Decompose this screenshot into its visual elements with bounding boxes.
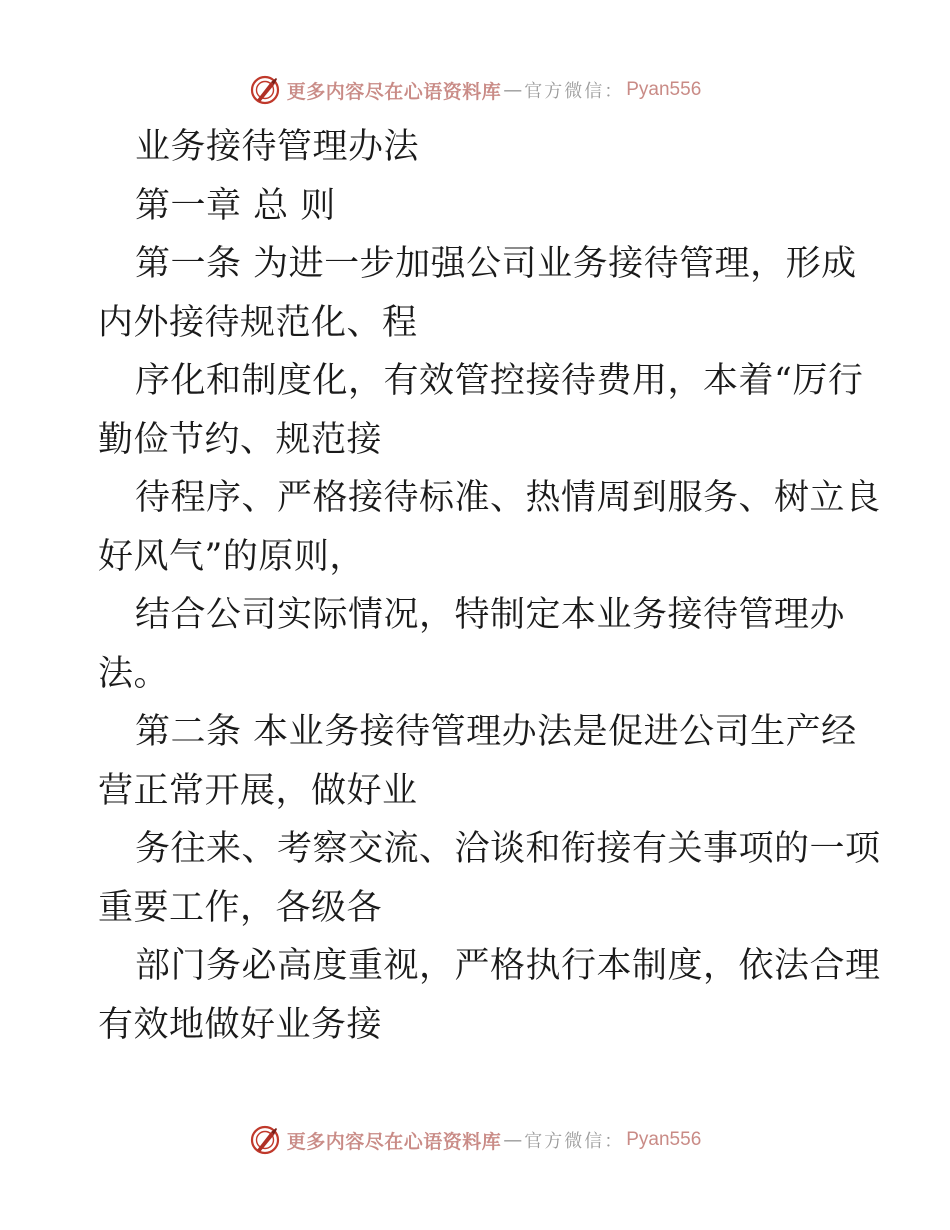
footer-banner [0,1120,950,1160]
document-title: 业务接待管理办法 [135,127,420,167]
text-line: 第二条 本业务接待管理办法是促进公司生产经 [135,712,857,752]
pen-nib-circle-icon [249,74,281,106]
document-body [98,118,881,1054]
banner-dash: — [503,1129,523,1151]
text-line: 法。 [98,653,170,694]
wechat-id: Pyan556 [626,79,702,100]
text-line: 部门务必高度重视，严格执行本制度，依法合理 [135,946,881,986]
text-line: 重要工作，各级各 [98,887,383,928]
promo-text: 更多内容尽在心语资料库 [286,1130,502,1153]
text-line: 序化和制度化，有效管控接待费用，本着“厉行 [135,361,864,401]
pen-nib-circle-icon [249,1124,281,1156]
wechat-id: Pyan556 [626,1129,702,1150]
promo-text: 更多内容尽在心语资料库 [286,80,502,103]
text-line: 好风气”的原则， [98,536,365,577]
text-line: 有效地做好业务接 [98,1004,383,1045]
text-line: 内外接待规范化、程 [98,302,418,343]
text-line: 第一章 总 则 [135,185,336,226]
header-banner [0,70,950,110]
text-line: 结合公司实际情况，特制定本业务接待管理办 [135,595,846,635]
text-line: 第一条 为进一步加强公司业务接待管理，形成 [135,244,857,284]
text-line: 待程序、严格接待标准、热情周到服务、树立良 [135,478,881,518]
text-line: 务往来、考察交流、洽谈和衔接有关事项的一项 [135,829,881,869]
text-line: 营正常开展，做好业 [98,770,418,811]
wechat-label: 官方微信： [524,81,625,102]
wechat-label: 官方微信： [524,1131,625,1152]
banner-dash: — [503,79,523,101]
text-line: 勤俭节约、规范接 [98,419,383,460]
